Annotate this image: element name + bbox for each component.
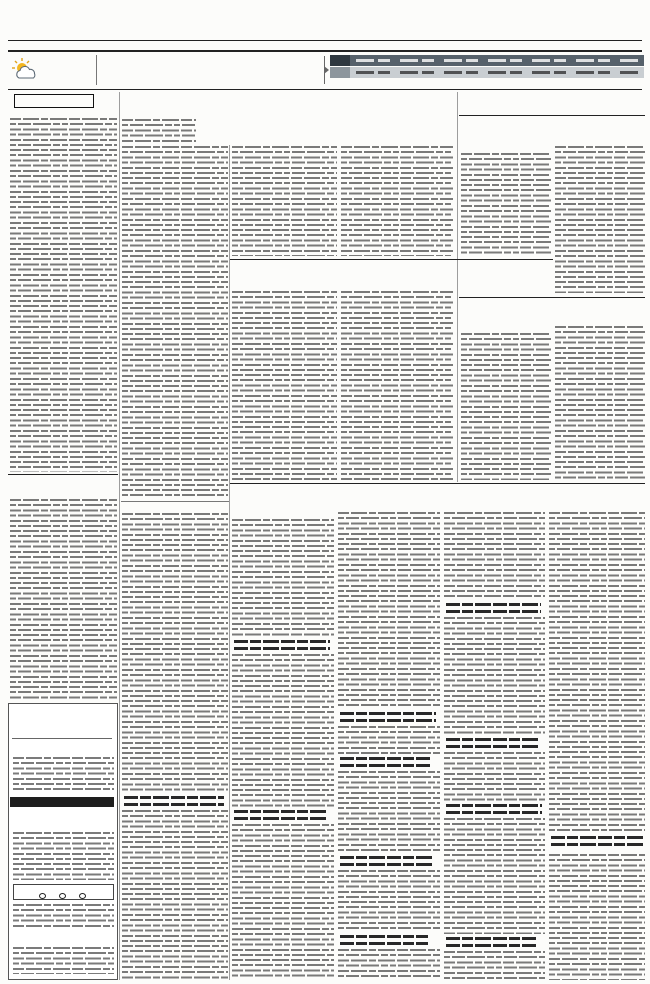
- body-text: [555, 326, 645, 480]
- body-text: [338, 726, 440, 754]
- body-text: [10, 118, 117, 472]
- article-rule: [230, 483, 645, 484]
- poll-question-text: [13, 757, 114, 793]
- body-text: [232, 146, 337, 256]
- body-text: [444, 818, 545, 934]
- weather-forecast: [100, 55, 282, 86]
- body-text: [444, 512, 545, 600]
- temperature-values: [356, 59, 638, 62]
- poll-footer-text: [13, 947, 114, 974]
- body-text: [461, 153, 551, 257]
- body-text: [549, 854, 645, 980]
- temperature-strip-tab: [330, 67, 350, 78]
- poll-options: [13, 884, 114, 900]
- article-rule: [459, 115, 645, 116]
- body-text: [338, 870, 440, 932]
- body-text: [232, 291, 337, 480]
- temperature-strip-bottom: [330, 67, 644, 78]
- body-text: [549, 512, 645, 832]
- subhead: [124, 796, 224, 806]
- article-rule: [230, 259, 553, 260]
- body-text: [338, 512, 440, 709]
- poll-option-no: [59, 889, 68, 900]
- subhead: [446, 738, 538, 748]
- body-text: [444, 617, 545, 735]
- subhead: [551, 836, 643, 850]
- body-text: [10, 499, 117, 699]
- article-rule: [8, 474, 118, 475]
- subhead: [234, 640, 330, 650]
- sun-cloud-icon: [12, 57, 38, 81]
- body-text: [461, 333, 551, 480]
- poll-url-bar: [10, 797, 114, 807]
- poll-option-yes: [39, 889, 48, 900]
- body-text: [555, 146, 645, 293]
- subhead: [446, 804, 542, 814]
- column-rule: [457, 92, 458, 482]
- poll-option-no-comment: [79, 889, 88, 900]
- body-text: [232, 519, 334, 637]
- subhead: [340, 935, 428, 945]
- temperature-strip-tab: [330, 55, 350, 66]
- body-text: [341, 291, 453, 480]
- section-label: [14, 94, 94, 108]
- subhead: [340, 856, 434, 866]
- body-text: [122, 119, 196, 143]
- subhead: [340, 712, 436, 722]
- body-text: [232, 654, 334, 807]
- column-rule: [119, 92, 120, 980]
- temperature-caption: [286, 56, 325, 84]
- weather-rule: [8, 89, 642, 90]
- body-text: [444, 752, 545, 801]
- subhead: [340, 757, 430, 767]
- poll-question-text: [13, 832, 114, 880]
- header-rule: [8, 40, 642, 41]
- header-double-rule: [8, 50, 642, 52]
- weather-divider: [96, 55, 97, 85]
- poll-rule: [12, 738, 112, 739]
- subhead: [446, 603, 541, 613]
- column-rule: [229, 145, 230, 980]
- poll-instructions: [13, 904, 114, 930]
- body-text: [338, 771, 440, 853]
- body-text: [122, 513, 228, 793]
- temperature-values: [356, 71, 638, 74]
- chevron-right-icon: [324, 66, 329, 74]
- body-text: [341, 146, 453, 256]
- subhead: [446, 937, 536, 947]
- body-text: [338, 949, 440, 980]
- body-text: [444, 951, 545, 980]
- article-rule: [459, 297, 645, 298]
- article-rule: [121, 501, 229, 502]
- body-text: [122, 810, 228, 980]
- body-text: [122, 146, 228, 498]
- body-text: [232, 824, 334, 980]
- temperature-strip-top: [330, 55, 644, 66]
- subhead: [234, 810, 326, 820]
